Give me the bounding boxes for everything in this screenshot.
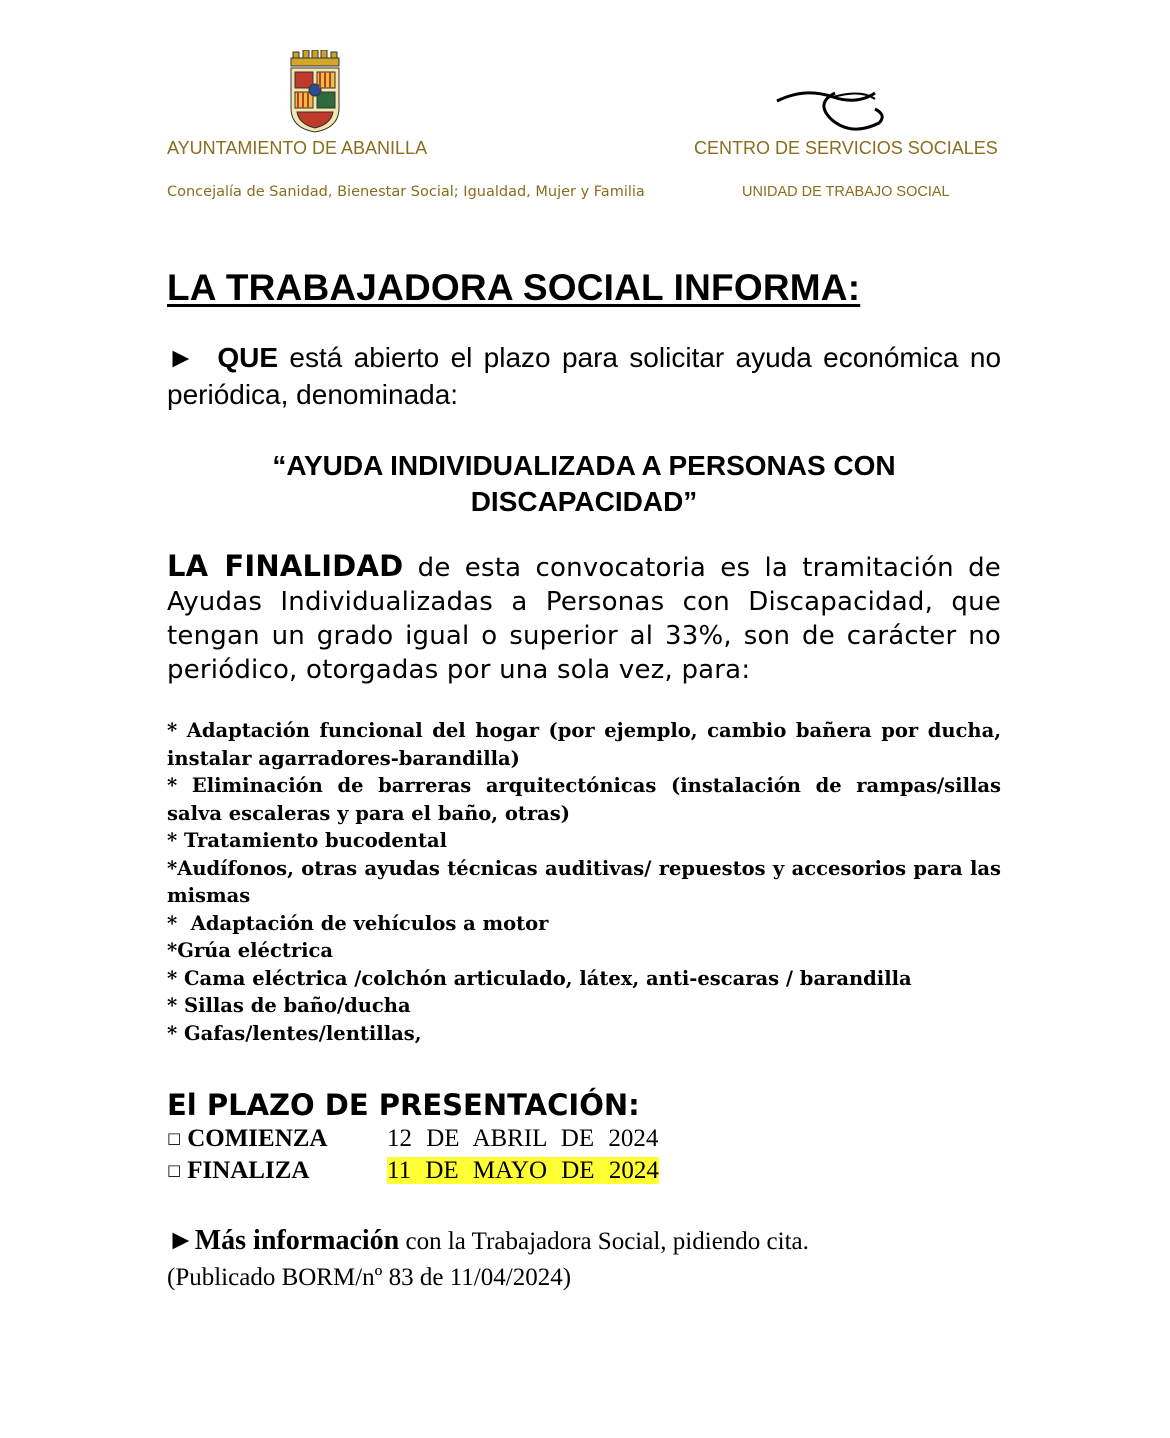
finalidad-paragraph [167,549,1001,687]
org-name-right: CENTRO DE SERVICIOS SOCIALES [694,138,998,158]
checkbox-icon: □ [167,1161,182,1179]
ayuda-name: “AYUDA INDIVIDUALIZADA A PERSONAS CON DISCAPACIDAD” [272,450,896,517]
list-item: * Adaptación funcional del hogar (por ejemplo, cambio bañera por ducha, instalar agarradores-barandilla) [167,719,1001,770]
list-item: * Adaptación de vehículos a motor [167,911,549,935]
intro-lead: QUE [217,342,279,373]
list-item: * Gafas/lentes/lentillas, [167,1021,422,1045]
intro-paragraph [167,339,1001,413]
list-item: * Eliminación de barreras arquitectónicas (instalación de rampas/sillas salva escaleras y para el baño, otras) [167,774,1001,825]
published-note: (Publicado BORM/nº 83 de 11/04/2024) [167,1264,572,1291]
plazo-title: El PLAZO DE PRESENTACIÓN: [167,1088,640,1122]
checkbox-icon: □ [167,1129,182,1147]
list-item: *Grúa eléctrica [167,939,334,962]
start-date-row [167,1125,658,1153]
intro-arrow: ► [167,342,195,373]
more-info [167,1225,809,1257]
more-info-text: con la Trabajadora Social, pidiendo cita. [399,1228,809,1255]
list-item: * Tratamiento bucodental [167,829,448,852]
department-left: Concejalía de Sanidad, Bienestar Social; Igualdad, Mujer y Familia [167,184,645,200]
more-info-bold: Más información [194,1225,400,1256]
items-list [167,717,1001,1047]
start-date: 12 DE ABRIL DE 2024 [387,1125,659,1152]
coat-of-arms-logo [287,50,343,134]
list-item: *Audífonos, otras ayudas técnicas auditivas/ repuestos y accesorios para las mismas [167,856,1001,907]
finalidad-lead: LA FINALIDAD [167,549,404,583]
department-right: UNIDAD DE TRABAJO SOCIAL [742,184,950,200]
list-item: * Cama eléctrica /colchón articulado, látex, anti-escaras / barandilla [167,966,912,990]
page-title: LA TRABAJADORA SOCIAL INFORMA: [167,267,861,308]
org-name-left: AYUNTAMIENTO DE ABANILLA [167,138,428,158]
more-info-arrow: ► [167,1225,195,1256]
swoosh-logo [775,85,885,133]
end-date: 11 DE MAYO DE 2024 [387,1157,659,1184]
list-item: * Sillas de baño/ducha [167,994,411,1017]
finalidad-text: de esta convocatoria es la tramitación de Ayudas Individualizadas a Personas con Discapacidad, que tengan un grado igual o superior al 33%, son de carácter no periódico, otorgadas por una sola vez, para: [167,553,1002,685]
end-date-row [167,1157,659,1185]
intro-text: está abierto el plazo para solicitar ayuda económica no periódica, denominada: [167,342,1002,410]
start-label: COMIENZA [187,1125,328,1152]
end-label: FINALIZA [187,1157,310,1184]
